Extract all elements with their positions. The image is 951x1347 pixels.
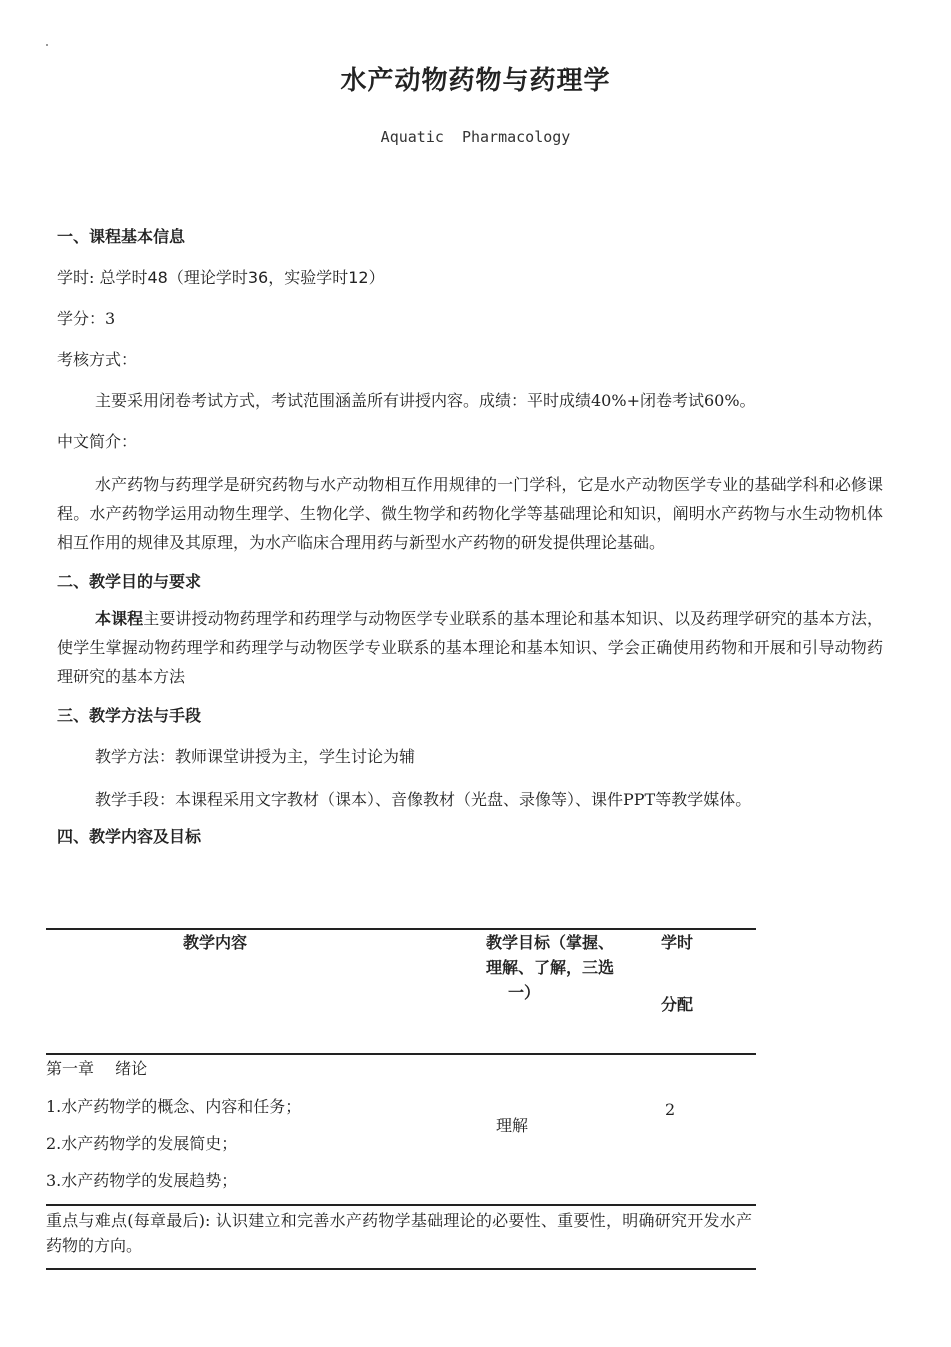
document-body <box>57 224 883 865</box>
header-content: 教学内容 <box>183 933 248 952</box>
table-top-rule <box>46 928 756 930</box>
objectives-bold-lead: 本课程 <box>95 609 144 628</box>
header-hours-line1: 学时 <box>661 933 694 952</box>
hours-line <box>57 265 883 306</box>
teaching-means: 教学手段：本课程采用文字教材（课本）、音像教材（光盘、录像等）、课件PPT等教学媒体。 <box>95 790 752 809</box>
chapter-item: 2.水产药物学的发展简史； <box>46 1134 238 1153</box>
section-heading-content: 四、教学内容及目标 <box>57 827 202 846</box>
credits-line: 学分：3 <box>57 309 116 328</box>
intro-label: 中文简介： <box>57 432 138 451</box>
goal-value: 理解 <box>496 1116 529 1135</box>
header-goal-line3: 一） <box>508 983 541 1002</box>
table-key-rule <box>46 1204 756 1206</box>
objectives-text <box>57 604 883 691</box>
assessment-text: 主要采用闭卷考试方式，考试范围涵盖所有讲授内容。成绩：平时成绩40%+闭卷考试60%。 <box>95 391 756 410</box>
intro-text: 水产药物与药理学是研究药物与水产动物相互作用规律的一门学科，它是水产动物医学专业的基础学科和必修课程。水产药物学运用动物生理学、生物化学、微生物学和药物化学等基础理论和知识，阐明水产药物与水生动物机体相互作用的规律及其原理，为水产临床合理用药与新型水产药物的研发提供理论基础。 <box>57 475 883 552</box>
chapter-title: 第一章 绪论 <box>46 1059 148 1078</box>
objectives-body: 主要讲授动物药理学和药理学与动物医学专业联系的基本理论和基本知识、以及药理学研究的基本方法，使学生掌握动物药理学和药理学与动物医学专业联系的基本理论和基本知识、学会正确使用药物和开展和引导动物药理研究的基本方法 <box>57 609 883 686</box>
key-points: 重点与难点(每章最后): 认识建立和完善水产药物学基础理论的必要性、重要性，明确研究开发水产药物的方向。 <box>46 1211 752 1255</box>
hours-value: 总学时48（理论学时36，实验学时12） <box>99 268 385 287</box>
section-heading-methods: 三、教学方法与手段 <box>57 706 202 725</box>
header-goal-line1: 教学目标（掌握、 <box>486 933 615 952</box>
header-hours-line2: 分配 <box>661 995 694 1014</box>
page-title: 水产动物药物与药理学 <box>340 66 611 96</box>
hours-label: 学时: <box>57 268 100 287</box>
hours-value: 2 <box>665 1100 676 1119</box>
table-header-rule <box>46 1053 756 1055</box>
teaching-method: 教学方法：教师课堂讲授为主，学生讨论为辅 <box>95 747 416 766</box>
page-mark <box>46 44 48 46</box>
chapter-item: 1.水产药物学的概念、内容和任务； <box>46 1097 302 1116</box>
page-subtitle: Aquatic Pharmacology <box>380 128 571 146</box>
section-heading-objectives: 二、教学目的与要求 <box>57 572 202 591</box>
table-bottom-rule <box>46 1268 756 1270</box>
assessment-label: 考核方式： <box>57 350 138 369</box>
chapter-item: 3.水产药物学的发展趋势； <box>46 1171 238 1190</box>
section-heading-basic-info: 一、课程基本信息 <box>57 227 186 246</box>
header-goal-line2: 理解、了解，三选 <box>486 958 615 977</box>
